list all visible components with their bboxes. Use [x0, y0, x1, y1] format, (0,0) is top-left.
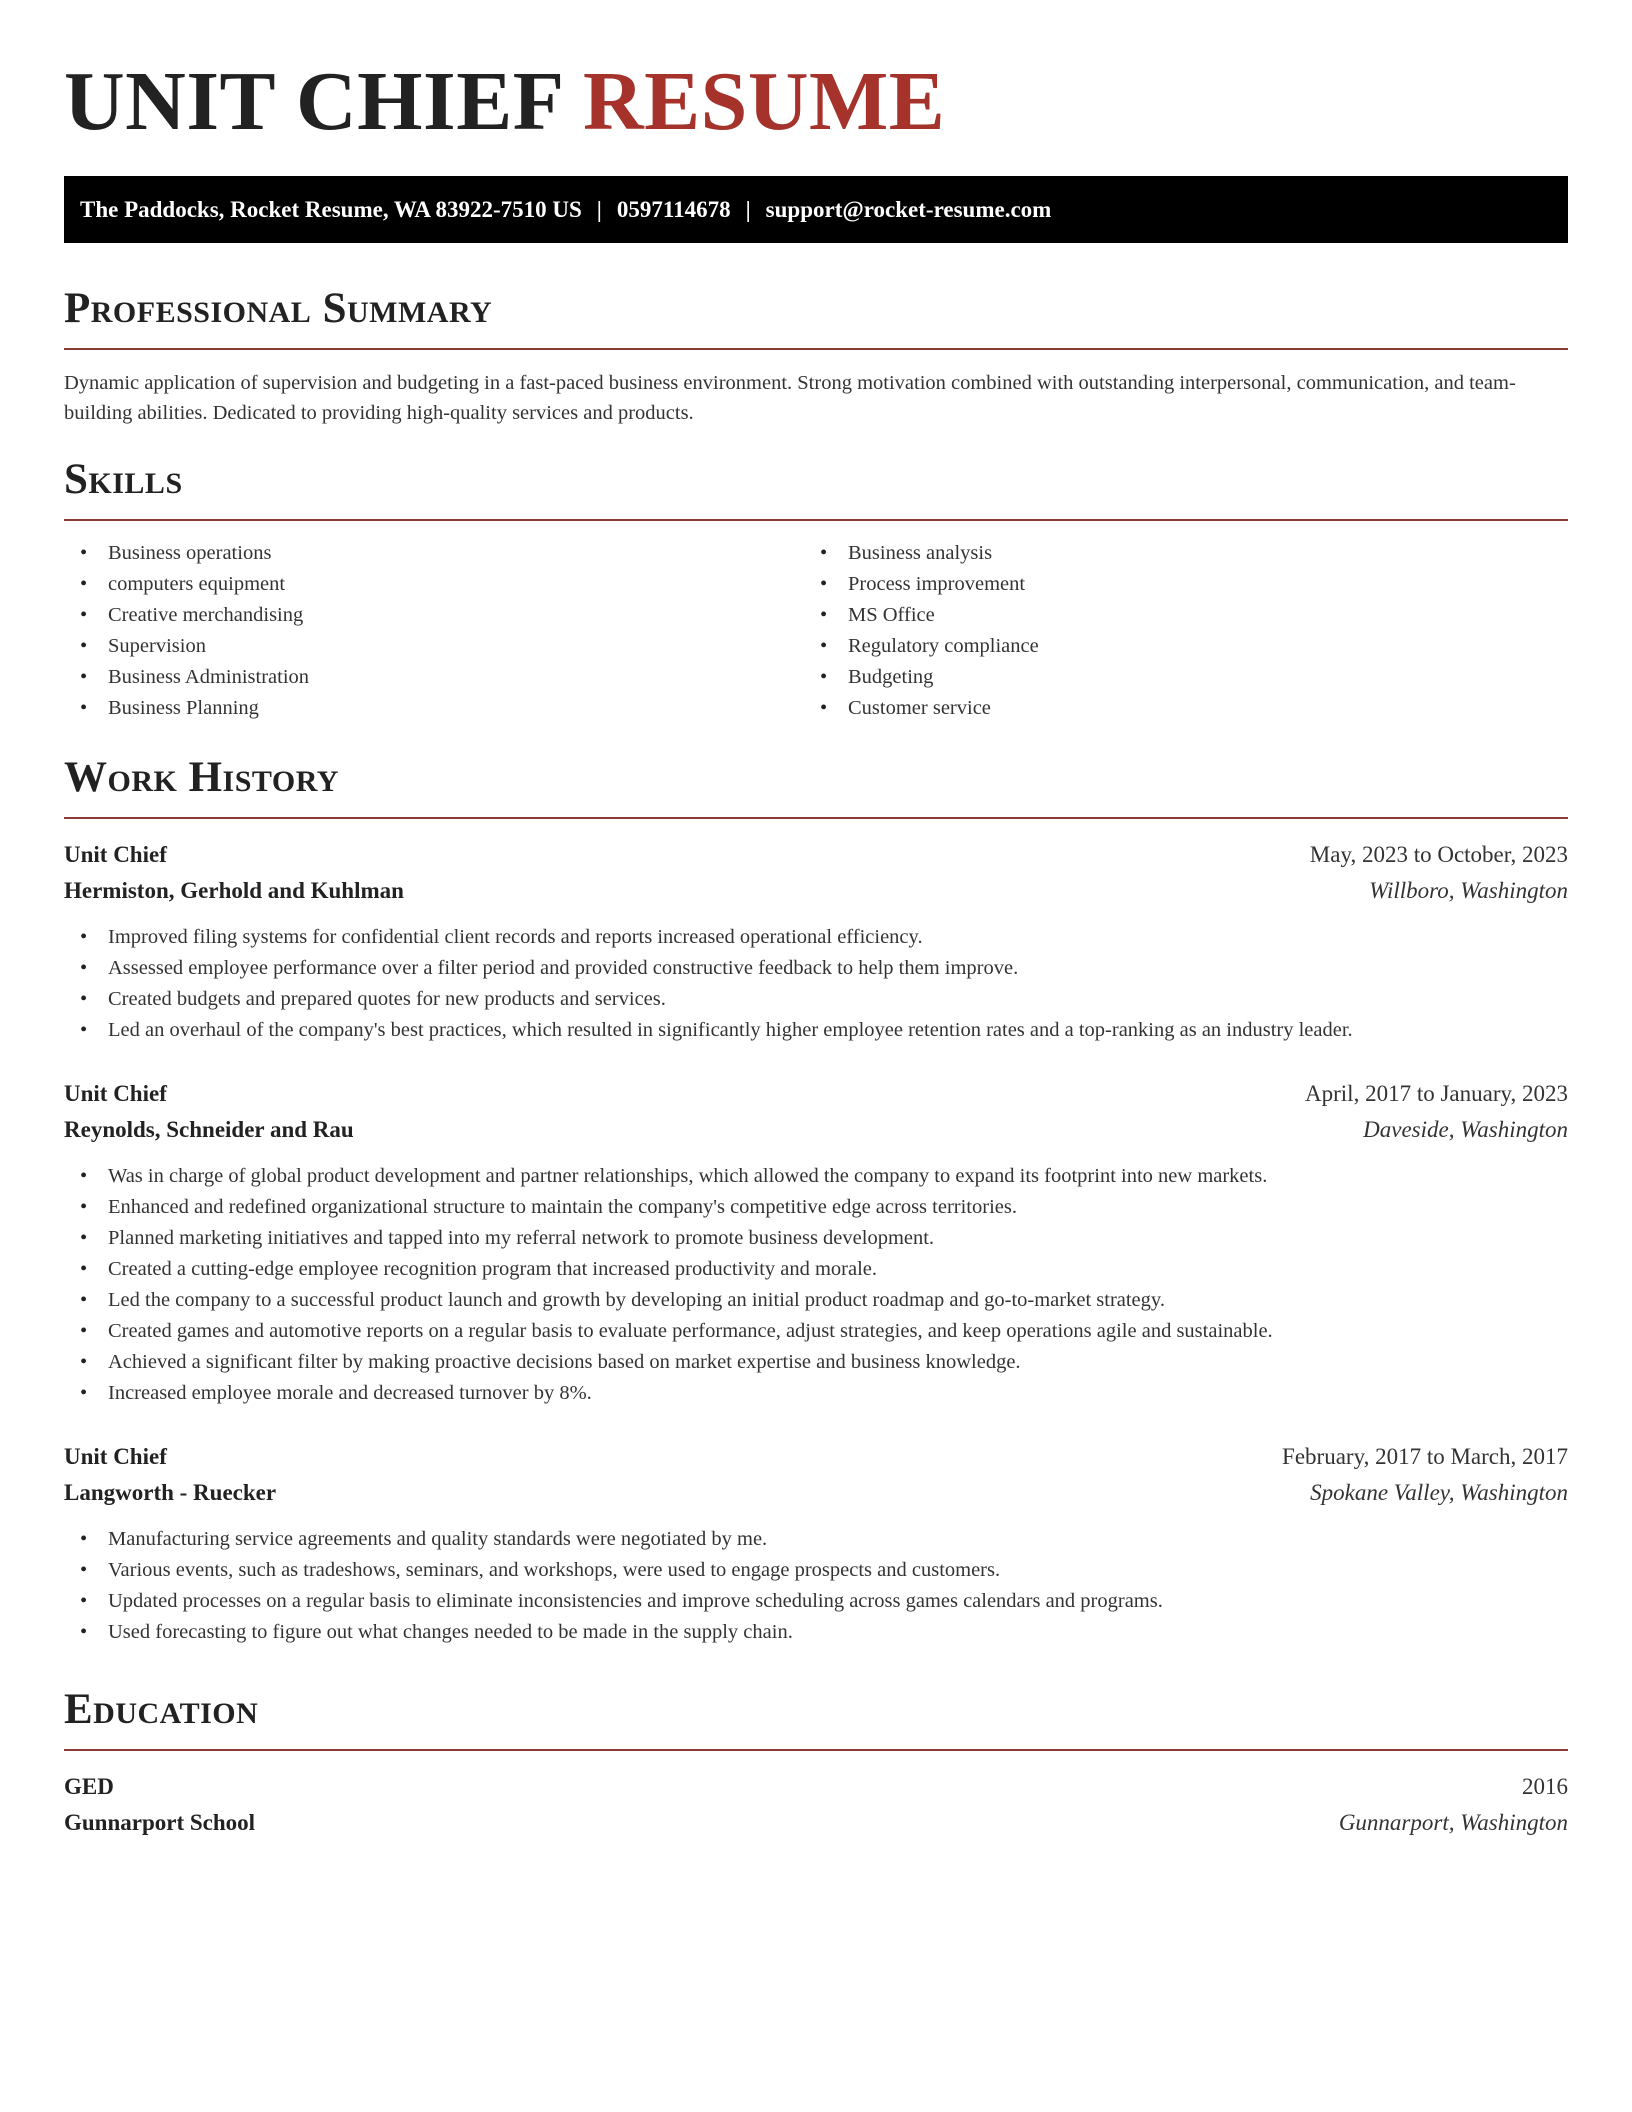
skill-item: • Business Planning	[64, 693, 804, 724]
job-company: Langworth - Ruecker	[64, 1480, 277, 1505]
job-bullet: • Created budgets and prepared quotes for new products and services.	[64, 984, 1568, 1015]
title-accent: RESUME	[582, 55, 946, 148]
job-bullet: • Created games and automotive reports on a regular basis to evaluate performance, adjust strategies, and keep operations agile and sustainable.	[64, 1316, 1568, 1347]
section-divider	[64, 519, 1568, 521]
summary-section	[64, 284, 1568, 428]
skill-item: • Business Administration	[64, 662, 804, 693]
job-bullet: • Led the company to a successful product launch and growth by developing an initial product roadmap and go-to-market strategy.	[64, 1285, 1568, 1316]
job-bullet: • Planned marketing initiatives and tapped into my referral network to promote business development.	[64, 1223, 1568, 1254]
skill-item: • computers equipment	[64, 569, 804, 600]
section-divider	[64, 1749, 1568, 1751]
job-bullets	[64, 922, 1568, 1046]
contact-separator: |	[596, 196, 602, 222]
skills-grid	[64, 538, 1568, 724]
skill-item: • Supervision	[64, 631, 804, 662]
job-entry	[64, 1439, 1568, 1648]
job-dates: April, 2017 to January, 2023	[1305, 1081, 1568, 1106]
job-bullets	[64, 1524, 1568, 1648]
title-main: UNIT CHIEF	[64, 55, 562, 148]
job-company: Reynolds, Schneider and Rau	[64, 1117, 354, 1142]
skill-item: • Budgeting	[804, 662, 1544, 693]
skill-item: • Regulatory compliance	[804, 631, 1544, 662]
education-degree: GED	[64, 1774, 114, 1799]
job-bullet: • Improved filing systems for confidential client records and reports increased operational efficiency.	[64, 922, 1568, 953]
job-dates: May, 2023 to October, 2023	[1309, 842, 1568, 867]
skills-heading: Skills	[64, 456, 183, 503]
work-history-heading: Work History	[64, 754, 339, 801]
education-entry	[64, 1769, 1568, 1841]
section-divider	[64, 817, 1568, 819]
job-bullet: • Was in charge of global product development and partner relationships, which allowed the company to expand its footprint into new markets.	[64, 1161, 1568, 1192]
resume-title	[64, 52, 945, 152]
job-bullet: • Achieved a significant filter by making proactive decisions based on market expertise and business knowledge.	[64, 1347, 1568, 1378]
job-bullet: • Used forecasting to figure out what changes needed to be made in the supply chain.	[64, 1617, 1568, 1648]
job-bullet: • Enhanced and redefined organizational structure to maintain the company's competitive edge across territories.	[64, 1192, 1568, 1223]
education-school: Gunnarport School	[64, 1810, 256, 1835]
skills-section	[64, 455, 1568, 724]
skills-list-left	[64, 538, 804, 724]
job-bullet: • Updated processes on a regular basis to eliminate inconsistencies and improve scheduling across games calendars and programs.	[64, 1586, 1568, 1617]
contact-phone: 0597114678	[616, 196, 731, 222]
contact-bar	[64, 176, 1568, 243]
education-heading: Education	[64, 1686, 259, 1733]
job-bullet: • Assessed employee performance over a filter period and provided constructive feedback to help them improve.	[64, 953, 1568, 984]
job-entry	[64, 837, 1568, 1046]
section-divider	[64, 348, 1568, 350]
job-title: Unit Chief	[64, 1444, 167, 1469]
summary-heading: Professional Summary	[64, 285, 493, 332]
education-year: 2016	[1522, 1774, 1568, 1799]
skill-item: • Business analysis	[804, 538, 1544, 569]
job-bullets	[64, 1161, 1568, 1409]
skills-list-right	[804, 538, 1544, 724]
job-company: Hermiston, Gerhold and Kuhlman	[64, 878, 404, 903]
job-location: Willboro, Washington	[1369, 878, 1568, 903]
job-bullet: • Led an overhaul of the company's best practices, which resulted in significantly higher employee retention rates and a top-ranking as an industry leader.	[64, 1015, 1568, 1046]
summary-text: Dynamic application of supervision and budgeting in a fast-paced business environment. Strong motivation combined with outstanding interpersonal, communication, and team-building abilities. Dedicated to providing high-quality services and products.	[64, 372, 1516, 424]
job-bullet: • Manufacturing service agreements and quality standards were negotiated by me.	[64, 1524, 1568, 1555]
education-section	[64, 1685, 1568, 1841]
job-location: Daveside, Washington	[1363, 1117, 1568, 1142]
skill-item: • Customer service	[804, 693, 1544, 724]
job-entry	[64, 1076, 1568, 1409]
skill-item: • Process improvement	[804, 569, 1544, 600]
job-location: Spokane Valley, Washington	[1310, 1480, 1568, 1505]
job-title: Unit Chief	[64, 842, 167, 867]
education-location: Gunnarport, Washington	[1338, 1810, 1568, 1835]
work-history-section	[64, 753, 1568, 1648]
contact-email: support@rocket-resume.com	[765, 196, 1052, 222]
job-bullet: • Various events, such as tradeshows, seminars, and workshops, were used to engage prospects and customers.	[64, 1555, 1568, 1586]
contact-separator: |	[745, 196, 751, 222]
contact-address: The Paddocks, Rocket Resume, WA 83922-7510 US	[80, 196, 582, 222]
job-bullet: • Increased employee morale and decreased turnover by 8%.	[64, 1378, 1568, 1409]
job-title: Unit Chief	[64, 1081, 167, 1106]
skill-item: • MS Office	[804, 600, 1544, 631]
skill-item: • Business operations	[64, 538, 804, 569]
skill-item: • Creative merchandising	[64, 600, 804, 631]
job-dates: February, 2017 to March, 2017	[1282, 1444, 1568, 1469]
job-bullet: • Created a cutting-edge employee recognition program that increased productivity and morale.	[64, 1254, 1568, 1285]
